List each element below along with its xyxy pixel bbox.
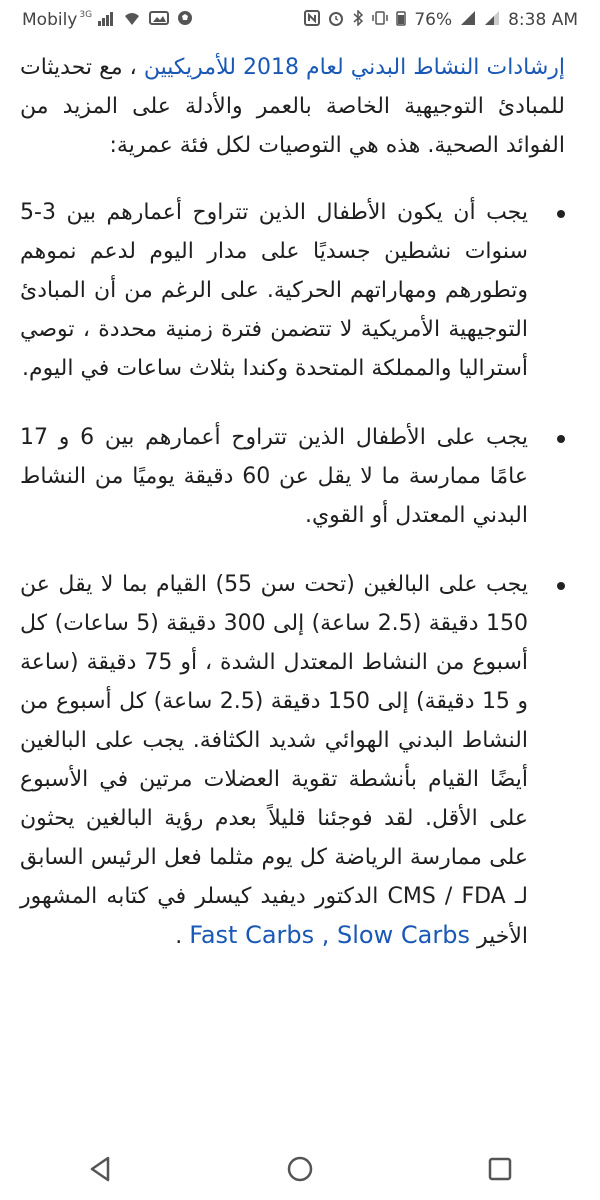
- signal-partial-icon: [484, 10, 500, 30]
- home-button[interactable]: [270, 1149, 330, 1189]
- list-item: [20, 193, 565, 388]
- battery-icon: [396, 10, 406, 30]
- end-period: .: [175, 924, 183, 949]
- list-item-text: يجب على البالغين (تحت سن 55) القيام بما لا يقل عن 150 دقيقة (2.5 ساعة) إلى 300 دقيقة (5 ساعات) كل أسبوع من النشاط المعتدل الشدة ، أو 75 دقيقة (ساعة و 15 دقيقة) إلى 150 دقيقة (2.5 ساعة) كل أسبوع من النشاط البدني الهوائي شديد الكثافة. يجب على البالغين أيضًا القيام بأنشطة تقوية العضلات مرتين في الأسبوع على الأقل. لقد فوجئنا قليلاً بعدم رؤية البالغين يحثون على ممارسة الرياضة كل يوم مثلما فعل الرئيس السابق لـ CMS / FDA الدكتور ديفيد كيسلر في كتابه المشهور الأخير: [20, 572, 529, 949]
- back-button[interactable]: [70, 1149, 130, 1189]
- status-bar: [0, 0, 600, 40]
- list-item-text: يجب على الأطفال الذين تتراوح أعمارهم بين 6 و 17 عامًا ممارسة ما لا يقل عن 60 دقيقة يوميًا من النشاط البدني المعتدل أو القوي.: [20, 425, 529, 528]
- bullet-icon: [557, 582, 565, 590]
- signal-full-icon: [460, 10, 476, 30]
- fast-slow-carbs-link[interactable]: Fast Carbs , Slow Carbs: [189, 921, 470, 949]
- football-icon: [177, 10, 193, 30]
- battery-percent: 76%: [414, 10, 453, 30]
- intro-paragraph: [20, 48, 565, 165]
- list-item: [20, 418, 565, 535]
- recommendations-list: [20, 193, 565, 956]
- list-item: [20, 565, 565, 956]
- wifi-icon: [123, 10, 141, 30]
- image-notification-icon: [149, 10, 169, 30]
- carrier-name: Mobily: [22, 10, 78, 30]
- list-item-text: يجب أن يكون الأطفال الذين تتراوح أعمارهم بين 3-5 سنوات نشطين جسديًا على مدار اليوم لدعم نموهم وتطورهم ومهاراتهم الحركية. على الرغم من أن المبادئ التوجيهية الأمريكية لا تتضمن فترة زمنية محددة ، توصي أستراليا والمملكة المتحدة وكندا بثلاث ساعات في اليوم.: [20, 200, 528, 381]
- bullet-icon: [557, 435, 565, 443]
- recents-button[interactable]: [470, 1149, 530, 1189]
- home-circle-icon: [287, 1156, 313, 1182]
- vibrate-icon: [372, 10, 388, 30]
- navigation-bar: [0, 1138, 600, 1200]
- article-body: [20, 48, 565, 986]
- signal-icon: [79, 10, 115, 30]
- intro-text: ، مع تحديثات للمبادئ التوجيهية الخاصة بالعمر والأدلة على المزيد من الفوائد الصحية. هذه هي التوصيات لكل فئة عمرية:: [20, 55, 565, 158]
- nfc-icon: [304, 10, 320, 30]
- bluetooth-icon: [352, 10, 364, 30]
- guidelines-link[interactable]: إرشادات النشاط البدني لعام 2018 للأمريكيين: [143, 55, 565, 80]
- bullet-icon: [557, 210, 565, 218]
- status-bar-right: [304, 10, 578, 30]
- back-triangle-icon: [88, 1156, 112, 1182]
- network-type: 3G: [79, 10, 93, 20]
- recents-square-icon: [488, 1157, 512, 1181]
- clock-time: 8:38 AM: [508, 10, 578, 30]
- alarm-icon: [328, 10, 344, 30]
- status-bar-left: [22, 10, 193, 30]
